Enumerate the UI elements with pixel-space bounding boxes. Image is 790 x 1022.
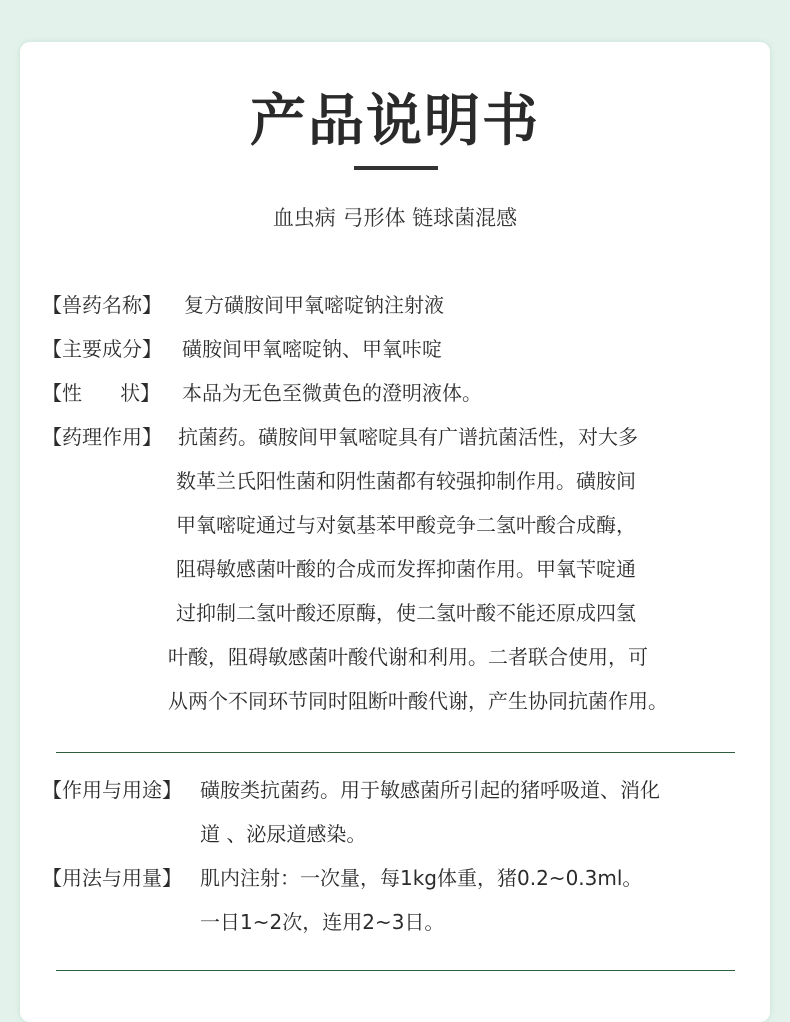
section-divider — [56, 752, 735, 753]
usage-label: 【作用与用途】 — [42, 778, 182, 802]
drug-name-label: 【兽药名称】 — [42, 293, 162, 317]
drug-name-value: 复方磺胺间甲氧嘧啶钠注射液 — [184, 293, 444, 317]
pharmacology-label: 【药理作用】 — [42, 425, 162, 449]
section-divider — [56, 970, 735, 971]
page-subtitle: 血虫病 弓形体 链球菌混感 — [272, 206, 518, 230]
pharmacology-line: 叶酸，阻碍敏感菌叶酸代谢和利用。二者联合使用，可 — [168, 645, 648, 669]
pharmacology-line: 数革兰氏阳性菌和阴性菌都有较强抑制作用。磺胺间 — [176, 469, 636, 493]
ingredients-label: 【主要成分】 — [42, 337, 162, 361]
usage-line: 道 、泌尿道感染。 — [200, 822, 367, 846]
page-title: 产品说明书 — [250, 89, 540, 154]
pharmacology-line: 抗菌药。磺胺间甲氧嘧啶具有广谱抗菌活性，对大多 — [178, 425, 638, 449]
appearance-value: 本品为无色至微黄色的澄明液体。 — [182, 381, 482, 405]
pharmacology-line: 甲氧嘧啶通过与对氨基苯甲酸竞争二氢叶酸合成酶， — [176, 513, 636, 537]
pharmacology-line: 阻碍敏感菌叶酸的合成而发挥抑菌作用。甲氧苄啶通 — [176, 557, 636, 581]
pharmacology-line: 过抑制二氢叶酸还原酶，使二氢叶酸不能还原成四氢 — [176, 601, 636, 625]
usage-line: 磺胺类抗菌药。用于敏感菌所引起的猪呼吸道、消化 — [200, 778, 660, 802]
dosage-label: 【用法与用量】 — [42, 866, 182, 890]
dosage-line: 一日1~2次，连用2~3日。 — [200, 910, 445, 934]
appearance-label: 【性 状】 — [42, 381, 161, 405]
instruction-card — [20, 42, 770, 1022]
title-underline — [354, 166, 438, 170]
dosage-line: 肌内注射：一次量，每1kg体重，猪0.2~0.3ml。 — [200, 866, 643, 890]
pharmacology-line: 从两个不同环节同时阻断叶酸代谢，产生协同抗菌作用。 — [168, 689, 668, 713]
ingredients-value: 磺胺间甲氧嘧啶钠、甲氧咔啶 — [182, 337, 442, 361]
